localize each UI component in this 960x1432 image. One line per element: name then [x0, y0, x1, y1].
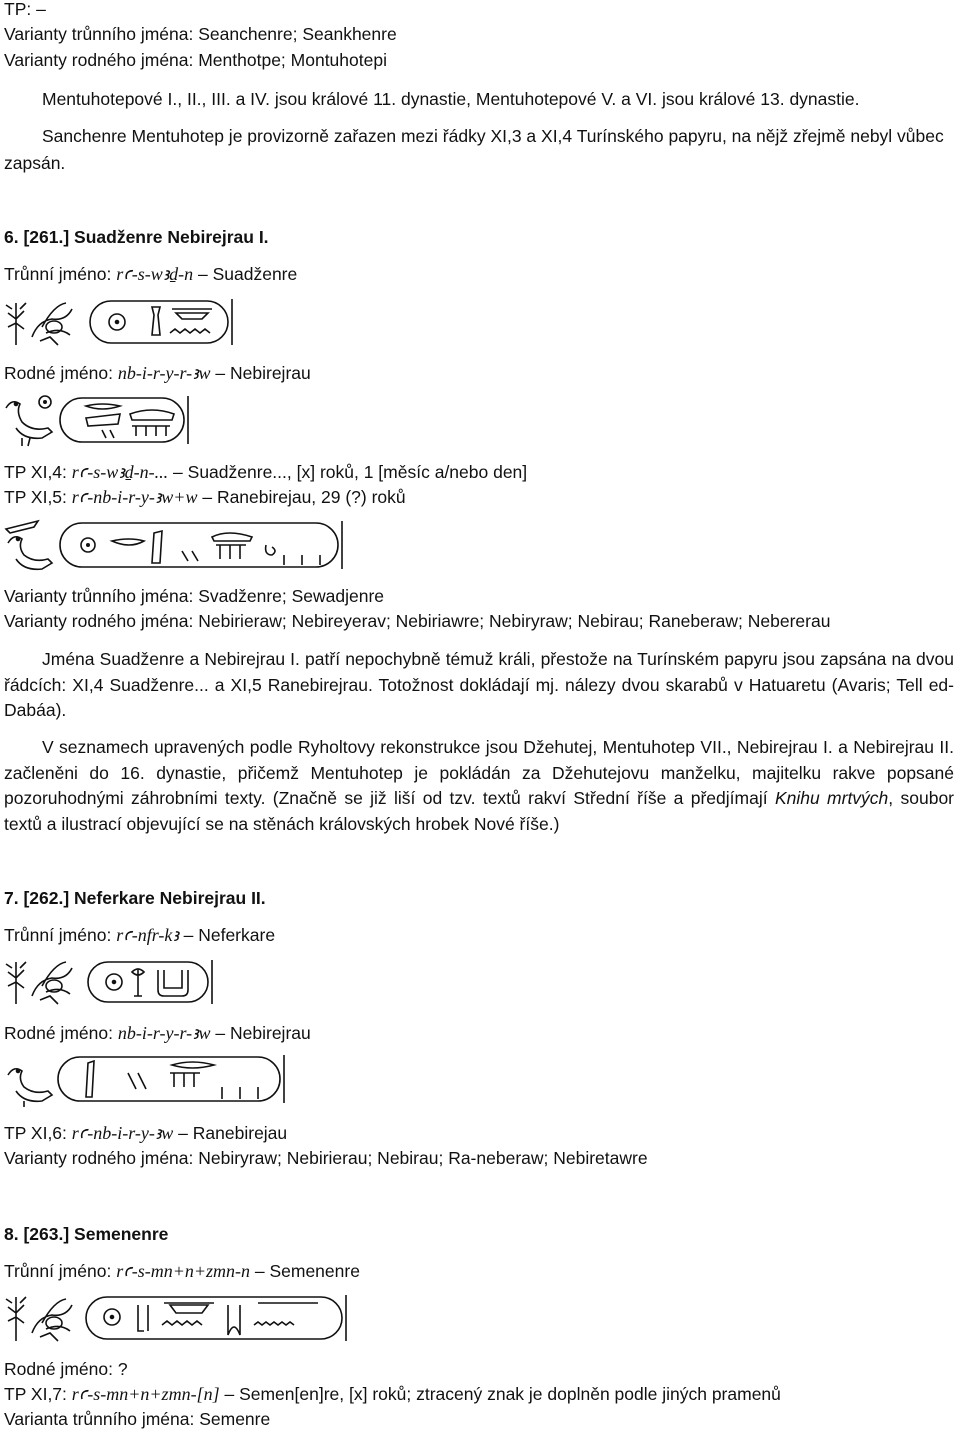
- duck-glyph: [8, 1069, 52, 1107]
- turin-papyrus-line: TP XI,6: rꜥ-nb-i-r-y-ꜣw – Ranebirejau: [4, 1123, 288, 1143]
- cartouche: [60, 396, 188, 444]
- throne-name-line: Trůnní jméno: rꜥ-nfr-kꜣ – Neferkare: [4, 925, 276, 945]
- throne-name-hieroglyphs: [2, 297, 242, 349]
- section-heading: 8. [263.] Semenenre: [4, 1224, 169, 1244]
- throne-name-hieroglyphs: [2, 1291, 362, 1345]
- turin-papyrus-line: TP XI,7: rꜥ-s-mn+n+zmn-[n] – Semen[en]re, [x] roků; ztracený znak je doplněn podle jiných pramenů: [4, 1384, 781, 1404]
- throne-name-variants: Varianty trůnního jména: Seanchenre; Seankhenre: [4, 24, 397, 44]
- cartouche: [90, 299, 232, 345]
- birth-name-line: Rodné jméno: nb-i-r-y-r-ꜣw – Nebirejrau: [4, 1023, 311, 1043]
- birth-name-hieroglyphs: [2, 392, 202, 450]
- birth-name-line: Rodné jméno: ?: [4, 1359, 128, 1379]
- turin-papyrus-line: TP XI,5: rꜥ-nb-i-r-y-ꜣw+w – Ranebirejau, 29 (?) roků: [4, 487, 406, 507]
- birth-name-variants: Varianty rodného jména: Nebirieraw; Nebireyerav; Nebiriawre; Nebiryraw; Nebirau; Raneberaw; Nebererau: [4, 611, 831, 631]
- section-heading: 7. [262.] Neferkare Nebirejrau II.: [4, 888, 266, 908]
- cartouche: [58, 1055, 284, 1103]
- cartouche: [86, 1295, 346, 1341]
- throne-name-hieroglyphs: [2, 956, 242, 1008]
- birth-name-line: Rodné jméno: nb-i-r-y-r-ꜣw – Nebirejrau: [4, 363, 311, 383]
- section-heading: 6. [261.] Suadženre Nebirejrau I.: [4, 227, 269, 247]
- paragraph: Mentuhotepové I., II., III. a IV. jsou králové 11. dynastie, Mentuhotepové V. a VI. jsou králové 13. dynastie.: [42, 89, 860, 109]
- turin-papyrus-hieroglyphs: [2, 515, 352, 573]
- sedge-bee-glyph: [6, 303, 72, 345]
- tp-line: TP: –: [4, 0, 46, 19]
- throne-name-line: Trůnní jméno: rꜥ-s-mn+n+zmn-n – Semenenre: [4, 1261, 360, 1281]
- birth-name-variants: Varianty rodného jména: Menthotpe; Montuhotepi: [4, 50, 387, 70]
- duck-glyph: [6, 521, 52, 569]
- paragraph: V seznamech upravených podle Ryholtovy rekonstrukce jsou Džehutej, Mentuhotep VII., Nebirejrau I. a Nebirejrau II. začleněni do 16. dynastie, přičemž Mentuhotep je pokládán za Džehutejovu manželku, majitelku rakve popsané pozoruhodnými záhrobními texty. (Značně se již liší od tzv. textů rakví Střední říše a předjímají Knihu mrtvých, soubor textů a ilustrací objevující se na stěnách královských hrobek Nové říše.): [4, 737, 955, 834]
- sedge-bee-glyph: [6, 962, 72, 1004]
- sedge-bee-glyph: [6, 1297, 72, 1341]
- birth-name-variants: Varianty rodného jména: Nebiryraw; Nebirierau; Nebirau; Ra-neberaw; Nebiretawre: [4, 1148, 648, 1168]
- throne-name-variants: Varianta trůnního jména: Semenre: [4, 1409, 271, 1429]
- paragraph: Sanchenre Mentuhotep je provizorně zařazen mezi řádky XI,3 a XI,4 Turínského papyru, na nějž zřejmě nebyl vůbec zapsán.: [4, 126, 944, 173]
- cartouche: [88, 960, 212, 1004]
- duck-glyph: [6, 396, 52, 446]
- birth-name-hieroglyphs: [2, 1051, 302, 1109]
- cartouche: [60, 521, 342, 569]
- turin-papyrus-line: TP XI,4: rꜥ-s-wꜣḏ-n-... – Suadženre..., [x] roků, 1 [měsíc a/nebo den]: [4, 462, 528, 482]
- throne-name-line: Trůnní jméno: rꜥ-s-wꜣḏ-n – Suadženre: [4, 264, 298, 284]
- paragraph: Jména Suadženre a Nebirejrau I. patří nepochybně témuž králi, přestože na Turínském papyru jsou zapsána na dvou řádcích: XI,4 Suadženre... a XI,5 Ranebirejrau. Totožnost dokládají mj. nálezy dvou skarabů v Hatuaretu (Avaris; Tell ed-Dabáa).: [4, 649, 954, 720]
- throne-name-variants: Varianty trůnního jména: Svadženre; Sewadjenre: [4, 586, 385, 606]
